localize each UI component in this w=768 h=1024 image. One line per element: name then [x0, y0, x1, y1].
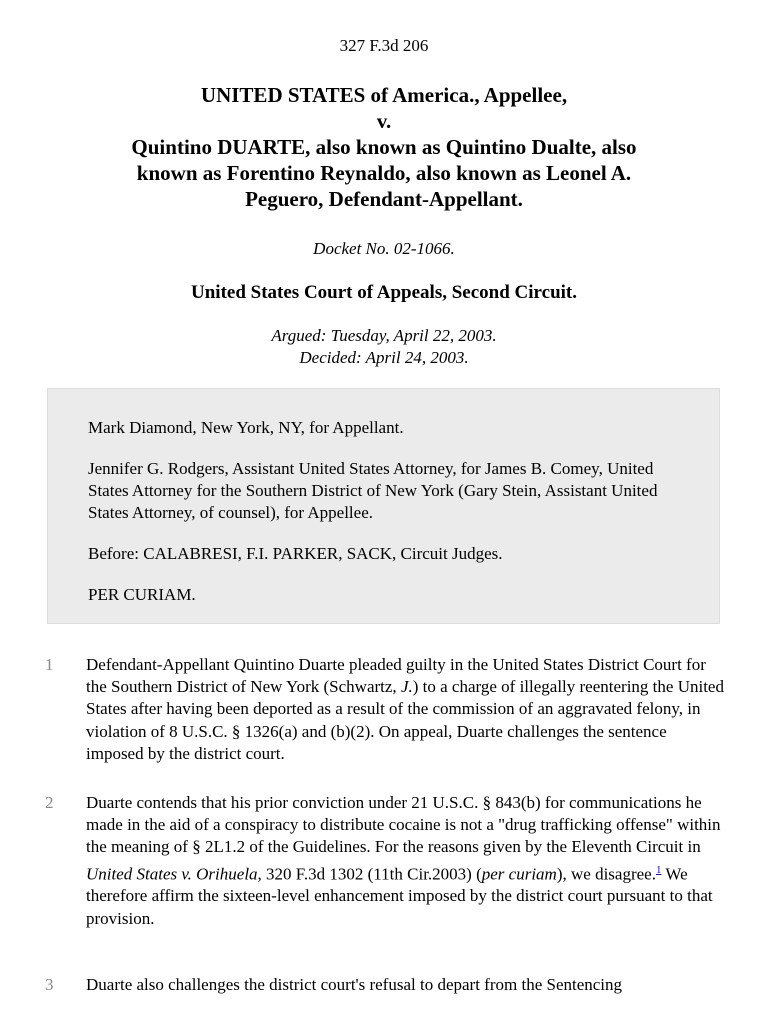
paragraph-text-segment: ) to a charge of illegally reentering the United States after having been deported as a result of the commission of an aggravated felony, in violation of 8 U.S.C. § 1326(a) and (b)(2). On appeal, Duarte challenges the sentence imposed by the district court. [86, 677, 724, 763]
paragraph-number: 1 [45, 655, 54, 674]
paragraph-text [86, 792, 726, 930]
counsel-panel [47, 388, 720, 624]
paragraph-number: 2 [45, 793, 54, 812]
case-title-line: UNITED STATES of America., Appellee, [200, 83, 568, 107]
cited-case-name: United States v. Orihuela, [86, 864, 262, 884]
paragraph-text-segment: 320 F.3d 1302 (11th Cir.2003) ( [261, 864, 482, 884]
paragraph-text-segment: Defendant-Appellant Quintino Duarte pleaded guilty in the United States District Court for the Southern District of New York (Schwartz, [86, 655, 706, 697]
paragraph-text: Duarte also challenges the district court's refusal to depart from the Sentencing [86, 975, 623, 994]
per-curiam-label: PER CURIAM. [88, 585, 196, 604]
paragraph-text-segment: ), we disagree. [556, 864, 656, 884]
argued-date: Argued: Tuesday, April 22, 2003. [271, 326, 497, 345]
paragraph-text [86, 654, 726, 765]
paragraph-text-segment: We therefore affirm the sixteen-level enhancement imposed by the district court pursuant to that provision. [86, 864, 713, 928]
docket-number: Docket No. 02-1066. [313, 239, 455, 258]
case-title-line: known as Forentino Reynaldo, also known as Leonel A. [136, 161, 632, 185]
court-name: United States Court of Appeals, Second Circuit. [191, 282, 577, 303]
case-title-line: Peguero, Defendant-Appellant. [245, 187, 523, 211]
case-title-line: v. [376, 109, 392, 133]
case-citation: 327 F.3d 206 [339, 36, 429, 55]
paragraph-number: 3 [45, 975, 54, 994]
case-title [40, 82, 728, 212]
per-curiam-italic: per curiam [481, 864, 557, 884]
judge-abbrev: J. [400, 677, 413, 697]
paragraph-text-segment: Duarte contends that his prior conviction under 21 U.S.C. § 843(b) for communications he made in the aid of a conspiracy to distribute cocaine is not a "drug trafficking offense" within the meaning of § 2L1.2 of the Guidelines. For the reasons given by the Eleventh Circuit in [86, 793, 721, 857]
case-dates [0, 325, 768, 369]
case-title-line: Quintino DUARTE, also known as Quintino Dualte, also [131, 135, 637, 159]
footnote-link[interactable]: 1 [655, 863, 662, 876]
panel-judges: Before: CALABRESI, F.I. PARKER, SACK, Circuit Judges. [88, 544, 503, 563]
appellant-counsel: Mark Diamond, New York, NY, for Appellant. [88, 418, 404, 437]
decided-date: Decided: April 24, 2003. [299, 348, 469, 367]
appellee-counsel: Jennifer G. Rodgers, Assistant United States Attorney, for James B. Comey, United States Attorney for the Southern District of New York (Gary Stein, Assistant United States Attorney, of counsel), for Appellee. [88, 459, 658, 522]
